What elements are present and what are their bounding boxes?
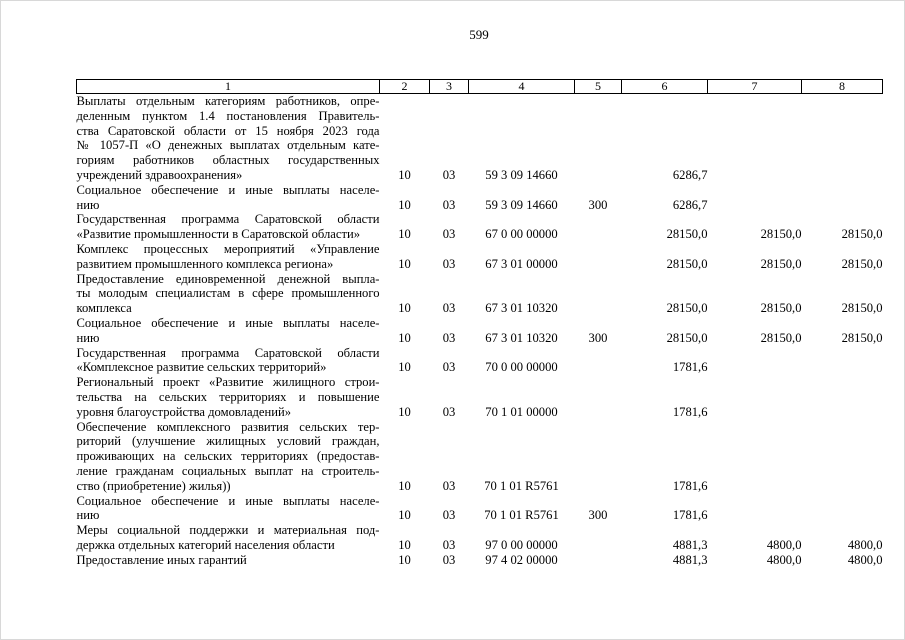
table-row bbox=[77, 553, 883, 568]
table-row bbox=[77, 523, 883, 553]
cell-col3: 03 bbox=[442, 330, 456, 345]
cell-col7 bbox=[708, 94, 802, 183]
row-name-line: Предоставление единовременной денежной выпла- bbox=[76, 271, 380, 286]
cell-col5 bbox=[575, 272, 622, 316]
table-row bbox=[77, 183, 883, 213]
row-name-line: Социальное обеспечение и иные выплаты населе- bbox=[76, 315, 380, 330]
column-header: 1 bbox=[77, 80, 380, 94]
cell-col7: 28150,0 bbox=[760, 330, 802, 345]
cell-col6: 1781,6 bbox=[672, 508, 708, 523]
row-name-line: комплекса bbox=[76, 301, 132, 316]
row-name-line: Социальное обеспечение и иные выплаты населе- bbox=[76, 182, 380, 197]
cell-col7 bbox=[708, 375, 802, 419]
column-header: 8 bbox=[802, 80, 883, 94]
cell-col4: 59 3 09 14660 bbox=[485, 197, 558, 212]
row-name-line: развитием промышленного комплекса региона» bbox=[76, 256, 334, 271]
cell-col4: 67 3 01 10320 bbox=[485, 301, 558, 316]
cell-col7: 4800,0 bbox=[766, 537, 802, 552]
table-row bbox=[77, 375, 883, 419]
table-row bbox=[77, 420, 883, 494]
table-header-row bbox=[77, 80, 883, 94]
cell-col5 bbox=[575, 242, 622, 272]
cell-col8: 28150,0 bbox=[841, 227, 883, 242]
table-row bbox=[77, 212, 883, 242]
cell-col4: 59 3 09 14660 bbox=[485, 167, 558, 182]
cell-col3: 03 bbox=[442, 227, 456, 242]
row-name-line: Социальное обеспечение и иные выплаты населе- bbox=[76, 493, 380, 508]
row-name-cell bbox=[77, 375, 380, 419]
row-name-line: Государственная программа Саратовской области bbox=[76, 212, 380, 227]
row-name-line: нию bbox=[76, 197, 100, 212]
column-header: 4 bbox=[469, 80, 575, 94]
cell-col6: 28150,0 bbox=[666, 301, 708, 316]
cell-col6: 6286,7 bbox=[672, 167, 708, 182]
row-name-line: нию bbox=[76, 508, 100, 523]
cell-col7 bbox=[708, 494, 802, 524]
cell-col5 bbox=[575, 375, 622, 419]
cell-col6: 6286,7 bbox=[672, 197, 708, 212]
cell-col7: 28150,0 bbox=[760, 256, 802, 271]
cell-col5: 300 bbox=[588, 197, 608, 212]
cell-col6: 28150,0 bbox=[666, 256, 708, 271]
cell-col3: 03 bbox=[442, 360, 456, 375]
cell-col5 bbox=[575, 212, 622, 242]
cell-col8: 28150,0 bbox=[841, 301, 883, 316]
cell-col4: 97 0 00 00000 bbox=[485, 537, 558, 552]
cell-col8: 4800,0 bbox=[847, 537, 883, 552]
table-row bbox=[77, 272, 883, 316]
column-header: 2 bbox=[380, 80, 430, 94]
cell-col6: 1781,6 bbox=[672, 404, 708, 419]
cell-col5 bbox=[575, 346, 622, 376]
row-name-line: № 1057-П «О денежных выплатах отдельным кате- bbox=[76, 138, 380, 153]
table-row bbox=[77, 494, 883, 524]
column-header: 7 bbox=[708, 80, 802, 94]
row-name-line: Комплекс процессных мероприятий «Управление bbox=[76, 241, 380, 256]
cell-col4: 70 0 00 00000 bbox=[485, 360, 558, 375]
cell-col7: 4800,0 bbox=[766, 552, 802, 567]
row-name-line: «Комплексное развитие сельских территорий» bbox=[76, 360, 327, 375]
row-name-line: уровня благоустройства домовладений» bbox=[76, 404, 292, 419]
row-name-cell bbox=[77, 316, 380, 346]
cell-col6: 1781,6 bbox=[672, 360, 708, 375]
row-name-line: риторий (улучшение жилищных условий граждан, bbox=[76, 434, 380, 449]
row-name-line: гориям работников областных государственных bbox=[76, 153, 380, 168]
cell-col8 bbox=[802, 183, 883, 213]
cell-col7 bbox=[708, 346, 802, 376]
row-name-line: Обеспечение комплексного развития сельских тер- bbox=[76, 419, 380, 434]
cell-col2: 10 bbox=[398, 256, 411, 271]
cell-col8: 28150,0 bbox=[841, 330, 883, 345]
cell-col8: 28150,0 bbox=[841, 256, 883, 271]
cell-col2: 10 bbox=[398, 478, 411, 493]
cell-col4: 67 3 01 00000 bbox=[485, 256, 558, 271]
cell-col5: 300 bbox=[588, 330, 608, 345]
row-name-cell bbox=[77, 523, 380, 553]
page-number: 599 bbox=[469, 27, 489, 42]
cell-col3: 03 bbox=[442, 537, 456, 552]
row-name-line: учреждений здравоохранения» bbox=[76, 167, 243, 182]
cell-col2: 10 bbox=[398, 537, 411, 552]
row-name-cell bbox=[77, 183, 380, 213]
cell-col2: 10 bbox=[398, 404, 411, 419]
row-name-line: деленным пунктом 1.4 постановления Правитель- bbox=[76, 108, 380, 123]
cell-col8 bbox=[802, 346, 883, 376]
cell-col3: 03 bbox=[442, 256, 456, 271]
cell-col4: 70 1 01 00000 bbox=[485, 404, 558, 419]
row-name-line: держка отдельных категорий населения области bbox=[76, 537, 335, 552]
row-name-line: ты молодым специалистам в сфере промышленного bbox=[76, 286, 380, 301]
cell-col2: 10 bbox=[398, 227, 411, 242]
row-name-line: Региональный проект «Развитие жилищного строи- bbox=[76, 375, 380, 390]
cell-col2: 10 bbox=[398, 301, 411, 316]
row-name-line: ление гражданам социальных выплат на строитель- bbox=[76, 463, 380, 478]
row-name-line: ства Саратовской области от 15 ноября 2023 года bbox=[76, 123, 380, 138]
table-row bbox=[77, 242, 883, 272]
cell-col3: 03 bbox=[442, 404, 456, 419]
budget-table bbox=[76, 79, 883, 568]
cell-col7 bbox=[708, 183, 802, 213]
cell-col5 bbox=[575, 523, 622, 553]
cell-col8: 4800,0 bbox=[847, 552, 883, 567]
cell-col3: 03 bbox=[442, 552, 456, 567]
cell-col8 bbox=[802, 94, 883, 183]
cell-col5: 300 bbox=[588, 508, 608, 523]
table-row bbox=[77, 94, 883, 183]
cell-col3: 03 bbox=[442, 478, 456, 493]
cell-col2: 10 bbox=[398, 552, 411, 567]
row-name-line: Меры социальной поддержки и материальная под- bbox=[76, 523, 380, 538]
row-name-cell bbox=[77, 272, 380, 316]
cell-col5 bbox=[575, 420, 622, 494]
row-name-cell bbox=[77, 242, 380, 272]
cell-col8 bbox=[802, 494, 883, 524]
cell-col3: 03 bbox=[442, 508, 456, 523]
table-row bbox=[77, 346, 883, 376]
row-name-cell bbox=[77, 212, 380, 242]
row-name-line: нию bbox=[76, 330, 100, 345]
cell-col6: 28150,0 bbox=[666, 330, 708, 345]
row-name-cell bbox=[77, 553, 380, 568]
row-name-line: «Развитие промышленности в Саратовской области» bbox=[76, 227, 361, 242]
table-row bbox=[77, 316, 883, 346]
cell-col2: 10 bbox=[398, 197, 411, 212]
row-name-cell bbox=[77, 420, 380, 494]
row-name-line: Государственная программа Саратовской области bbox=[76, 345, 380, 360]
cell-col7: 28150,0 bbox=[760, 227, 802, 242]
cell-col3: 03 bbox=[442, 197, 456, 212]
cell-col2: 10 bbox=[398, 330, 411, 345]
row-name-line: ство (приобретение) жилья)) bbox=[76, 478, 231, 493]
table-body bbox=[77, 94, 883, 568]
cell-col8 bbox=[802, 420, 883, 494]
cell-col4: 97 4 02 00000 bbox=[485, 552, 558, 567]
cell-col6: 4881,3 bbox=[672, 537, 708, 552]
cell-col5 bbox=[575, 553, 622, 568]
row-name-line: Предоставление иных гарантий bbox=[76, 552, 247, 567]
row-name-line: Выплаты отдельным категориям работников, опре- bbox=[76, 94, 380, 108]
cell-col6: 4881,3 bbox=[672, 552, 708, 567]
column-header: 5 bbox=[575, 80, 622, 94]
cell-col6: 1781,6 bbox=[672, 478, 708, 493]
cell-col3: 03 bbox=[442, 301, 456, 316]
cell-col5 bbox=[575, 94, 622, 183]
cell-col2: 10 bbox=[398, 508, 411, 523]
row-name-cell bbox=[77, 94, 380, 183]
cell-col8 bbox=[802, 375, 883, 419]
cell-col7 bbox=[708, 420, 802, 494]
cell-col4: 67 0 00 00000 bbox=[485, 227, 558, 242]
cell-col4: 70 1 01 R5761 bbox=[484, 478, 559, 493]
cell-col4: 67 3 01 10320 bbox=[485, 330, 558, 345]
cell-col6: 28150,0 bbox=[666, 227, 708, 242]
cell-col7: 28150,0 bbox=[760, 301, 802, 316]
row-name-cell bbox=[77, 494, 380, 524]
cell-col2: 10 bbox=[398, 360, 411, 375]
row-name-cell bbox=[77, 346, 380, 376]
cell-col3: 03 bbox=[442, 167, 456, 182]
column-header: 3 bbox=[430, 80, 469, 94]
cell-col2: 10 bbox=[398, 167, 411, 182]
column-header: 6 bbox=[622, 80, 708, 94]
row-name-line: проживающих на сельских территориях (предостав- bbox=[76, 449, 380, 464]
row-name-line: тельства на сельских территориях и повышение bbox=[76, 389, 380, 404]
cell-col4: 70 1 01 R5761 bbox=[484, 508, 559, 523]
